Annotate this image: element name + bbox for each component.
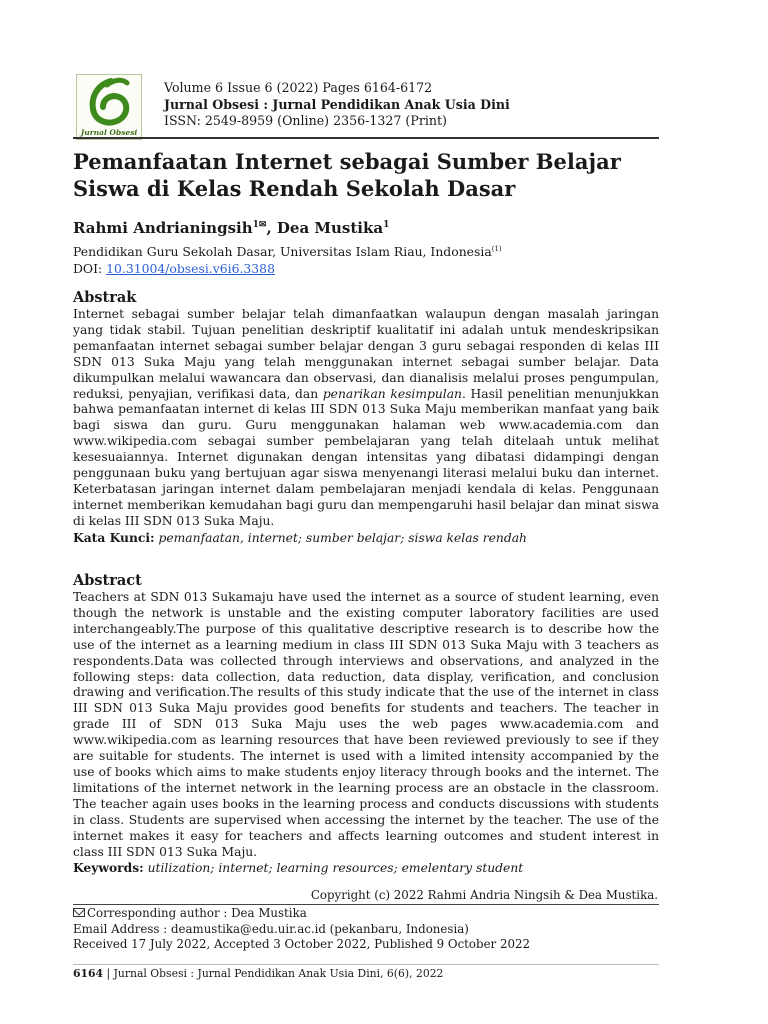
abstrak-heading: Abstrak (73, 289, 137, 306)
footnote-block (73, 906, 530, 953)
journal-logo (76, 74, 142, 140)
envelope-icon (73, 908, 85, 917)
journal-meta (164, 80, 510, 130)
logo-caption: Jurnal Obsesi (80, 128, 138, 137)
issn-line: ISSN: 2549-8959 (Online) 2356-1327 (Print) (164, 113, 447, 128)
footer-divider (73, 964, 659, 965)
author-name: Rahmi Andrianingsih (73, 219, 253, 237)
page-footer: 6164 | Jurnal Obsesi : Jurnal Pendidikan Anak Usia Dini, 6(6), 2022 (73, 967, 444, 980)
doi-line: DOI: 10.31004/obsesi.v6i6.3388 (73, 261, 275, 277)
affiliation-block (73, 241, 502, 277)
paper-title: Pemanfaatan Internet sebagai Sumber Belajar Siswa di Kelas Rendah Sekolah Dasar (73, 149, 621, 201)
affiliation: Pendidikan Guru Sekolah Dasar, Universitas Islam Riau, Indonesia$^{(1)}$ (73, 244, 502, 260)
volume-line: Volume 6 Issue 6 (2022) Pages 6164-6172 (164, 80, 433, 95)
journal-citation: Jurnal Obsesi : Jurnal Pendidikan Anak Usia Dini, 6(6), 2022 (113, 967, 444, 980)
doi-link[interactable]: 10.31004/obsesi.v6i6.3388 (106, 261, 275, 277)
abstract-heading: Abstract (73, 572, 142, 589)
abstrak-keywords: Kata Kunci: pemanfaatan, internet; sumber belajar; siswa kelas rendah (73, 529, 527, 545)
email-line: Email Address : deamustika@edu.uir.ac.id (pekanbaru, Indonesia) (73, 921, 469, 936)
author-list (73, 219, 389, 237)
corresponding-author: Corresponding author : Dea Mustika (73, 906, 530, 922)
journal-logo-icon (77, 75, 141, 131)
dates-line: Received 17 July 2022, Accepted 3 October 2022, Published 9 October 2022 (73, 937, 530, 952)
abstract-body: Teachers at SDN 013 Sukamaju have used the internet as a source of student learning, even though the network is unstable and the existing computer laboratory facilities are used interchangeably.The purpose of this qualitative descriptive research is to describe how the use of the internet as a learning medium in class III SDN 013 Suka Maju with 3 teachers as respondents.Data was collected through interviews and observations, and analyzed in the following steps: data collection, data reduction, data display, verification, and conclusion drawing and verification.The results of this study indicate that the use of the internet in class III SDN 013 Suka Maju provides good benefits for students and teachers. The teacher in grade III of SDN 013 Suka Maju uses the web pages www.academia.com and www.wikipedia.com as learning resources that have been reviewed previously to see if they are suitable for students. The internet is used with a limited intensity accompanied by the use of books which aims to make students enjoy literacy through books and the internet. The limitations of the internet network in the learning process are an obstacle in the classroom. The teacher again uses books in the learning process and conducts discussions with students in class. Students are supervised when accessing the internet by the teacher. The use of the internet makes it easy for teachers and affects learning outcomes and student interest in class III SDN 013 Suka Maju. Keywords: utilization; internet; learning resources; emelentary student (73, 590, 659, 876)
author-separator: , (266, 219, 277, 237)
header-divider (73, 137, 659, 139)
author-affiliation-mark: 1 (383, 220, 390, 230)
journal-name: Jurnal Obsesi : Jurnal Pendidikan Anak Usia Dini (164, 96, 510, 112)
abstract-keywords: Keywords: utilization; internet; learning resources; emelentary student (73, 860, 524, 876)
copyright-notice: Copyright (c) 2022 Rahmi Andria Ningsih & Dea Mustika. (310, 888, 658, 902)
author-name: Dea Mustika (276, 219, 384, 237)
abstrak-body: Internet sebagai sumber belajar telah dimanfaatkan walaupun dengan masalah jaringan yang tidak stabil. Tujuan penelitian deskriptif kualitatif ini adalah untuk mendeskripsikan pemanfaatan internet sebagai sumber belajar dengan 3 guru sebagai responden di kelas III SDN 013 Suka Maju yang telah menggunakan internet sebagai sumber belajar. Data dikumpulkan melalui wawancara dan observasi, dan dianalisis melalui proses pengumpulan, reduksi, penyajian, verifikasi data, dan penarikan kesimpulan. Hasil penelitian menunjukkan bahwa pemanfaatan internet di kelas III SDN 013 Suka Maju memberikan manfaat yang baik bagi siswa dan guru. Guru menggunakan halaman web www.academia.com dan www.wikipedia.com sebagai sumber pembelajaran yang telah ditelaah untuk melihat kesesuaiannya. Internet digunakan dengan intensitas yang dibatasi didampingi dengan penggunaan buku yang bertujuan agar siswa menyenangi literasi melalui buku dan internet. Keterbatasan jaringan internet dalam pembelajaran menjadi kendala di kelas. Penggunaan internet memberikan kemudahan bagi guru dan mempengaruhi hasil belajar dan minat siswa di kelas III SDN 013 Suka Maju. Kata Kunci: pemanfaatan, internet; sumber belajar; siswa kelas rendah (73, 307, 659, 545)
journal-header (73, 74, 659, 138)
page-number: 6164 (73, 967, 104, 980)
footnote-divider (73, 904, 659, 905)
author-affiliation-mark: 1✉ (252, 220, 267, 230)
